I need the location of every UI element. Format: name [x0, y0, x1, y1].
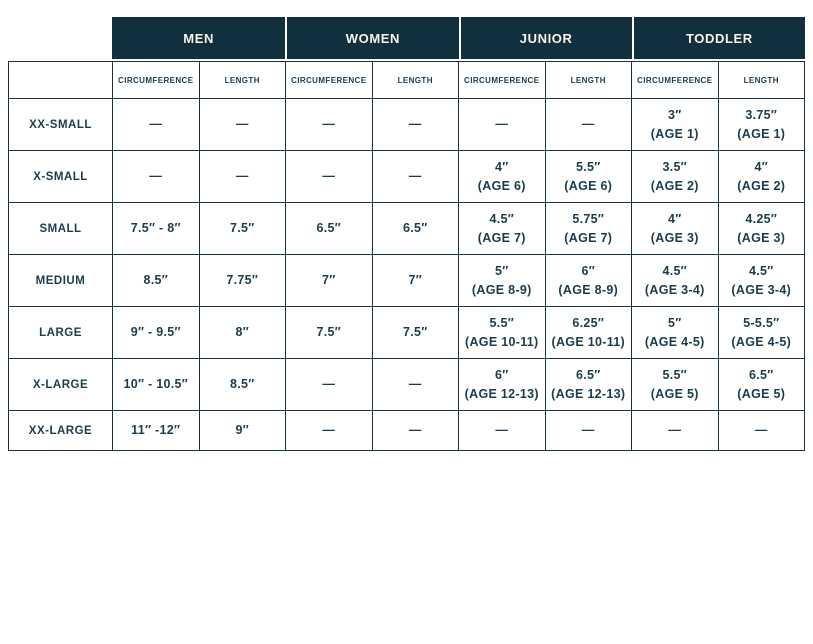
table-row-x-large: [9, 359, 805, 411]
size-cell: 9″: [199, 411, 286, 451]
corner-cell: [9, 62, 113, 99]
group-header-men: MEN: [112, 17, 285, 59]
size-cell: 5.75″ (AGE 7): [545, 203, 632, 255]
size-cell: —: [459, 99, 546, 151]
size-cell: —: [113, 99, 200, 151]
size-cell: 4.5″ (AGE 3-4): [718, 255, 805, 307]
table-row-large: [9, 307, 805, 359]
size-cell: 4.25″ (AGE 3): [718, 203, 805, 255]
size-cell: —: [286, 99, 373, 151]
size-cell: 4.5″ (AGE 3-4): [632, 255, 719, 307]
table-row-xx-small: [9, 99, 805, 151]
row-label: LARGE: [9, 307, 113, 359]
col-header-women-length: LENGTH: [372, 62, 459, 99]
size-cell: —: [199, 151, 286, 203]
size-cell: 6″ (AGE 12-13): [459, 359, 546, 411]
size-chart: [8, 17, 805, 451]
size-cell: 3.75″ (AGE 1): [718, 99, 805, 151]
group-header-toddler: TODDLER: [632, 17, 805, 59]
size-cell: 6.25″ (AGE 10-11): [545, 307, 632, 359]
size-cell: 7.5″: [286, 307, 373, 359]
size-cell: 4″ (AGE 3): [632, 203, 719, 255]
size-cell: 5.5″ (AGE 10-11): [459, 307, 546, 359]
size-cell: 11″ -12″: [113, 411, 200, 451]
size-cell: 6″ (AGE 8-9): [545, 255, 632, 307]
size-cell: 4″ (AGE 2): [718, 151, 805, 203]
size-cell: 7″: [372, 255, 459, 307]
row-label: MEDIUM: [9, 255, 113, 307]
size-cell: 6.5″: [372, 203, 459, 255]
size-cell: 5-5.5″ (AGE 4-5): [718, 307, 805, 359]
size-cell: 4″ (AGE 6): [459, 151, 546, 203]
size-cell: 8.5″: [199, 359, 286, 411]
size-cell: 7.5″ - 8″: [113, 203, 200, 255]
size-cell: —: [199, 99, 286, 151]
size-cell: 5.5″ (AGE 6): [545, 151, 632, 203]
size-cell: —: [459, 411, 546, 451]
group-header-row: [8, 17, 805, 59]
size-cell: —: [286, 359, 373, 411]
row-label: X-LARGE: [9, 359, 113, 411]
col-header-men-length: LENGTH: [199, 62, 286, 99]
table-row-medium: [9, 255, 805, 307]
size-cell: 9″ - 9.5″: [113, 307, 200, 359]
size-cell: —: [286, 411, 373, 451]
row-label: XX-LARGE: [9, 411, 113, 451]
row-label: XX-SMALL: [9, 99, 113, 151]
size-cell: 7.5″: [372, 307, 459, 359]
size-cell: 10″ - 10.5″: [113, 359, 200, 411]
size-cell: —: [372, 151, 459, 203]
col-header-toddler-circumference: CIRCUMFERENCE: [632, 62, 719, 99]
column-header-row: [9, 62, 805, 99]
size-cell: 5″ (AGE 4-5): [632, 307, 719, 359]
size-cell: 3.5″ (AGE 2): [632, 151, 719, 203]
size-cell: —: [372, 99, 459, 151]
size-cell: —: [372, 359, 459, 411]
size-cell: 6.5″ (AGE 5): [718, 359, 805, 411]
size-cell: —: [286, 151, 373, 203]
size-cell: 4.5″ (AGE 7): [459, 203, 546, 255]
size-cell: 8.5″: [113, 255, 200, 307]
table-row-xx-large: [9, 411, 805, 451]
table-row-small: [9, 203, 805, 255]
size-table: [8, 61, 805, 451]
size-cell: —: [718, 411, 805, 451]
row-label: X-SMALL: [9, 151, 113, 203]
col-header-women-circumference: CIRCUMFERENCE: [286, 62, 373, 99]
size-cell: —: [545, 411, 632, 451]
size-cell: 5.5″ (AGE 5): [632, 359, 719, 411]
size-cell: 7.75″: [199, 255, 286, 307]
col-header-toddler-length: LENGTH: [718, 62, 805, 99]
row-label: SMALL: [9, 203, 113, 255]
size-cell: 6.5″: [286, 203, 373, 255]
col-header-junior-length: LENGTH: [545, 62, 632, 99]
group-header-women: WOMEN: [285, 17, 458, 59]
group-header-junior: JUNIOR: [459, 17, 632, 59]
size-cell: —: [372, 411, 459, 451]
col-header-men-circumference: CIRCUMFERENCE: [113, 62, 200, 99]
size-cell: 3″ (AGE 1): [632, 99, 719, 151]
table-row-x-small: [9, 151, 805, 203]
size-cell: 8″: [199, 307, 286, 359]
size-cell: —: [545, 99, 632, 151]
size-cell: 7″: [286, 255, 373, 307]
size-cell: 7.5″: [199, 203, 286, 255]
size-cell: 5″ (AGE 8-9): [459, 255, 546, 307]
size-cell: —: [113, 151, 200, 203]
col-header-junior-circumference: CIRCUMFERENCE: [459, 62, 546, 99]
size-cell: 6.5″ (AGE 12-13): [545, 359, 632, 411]
size-cell: —: [632, 411, 719, 451]
